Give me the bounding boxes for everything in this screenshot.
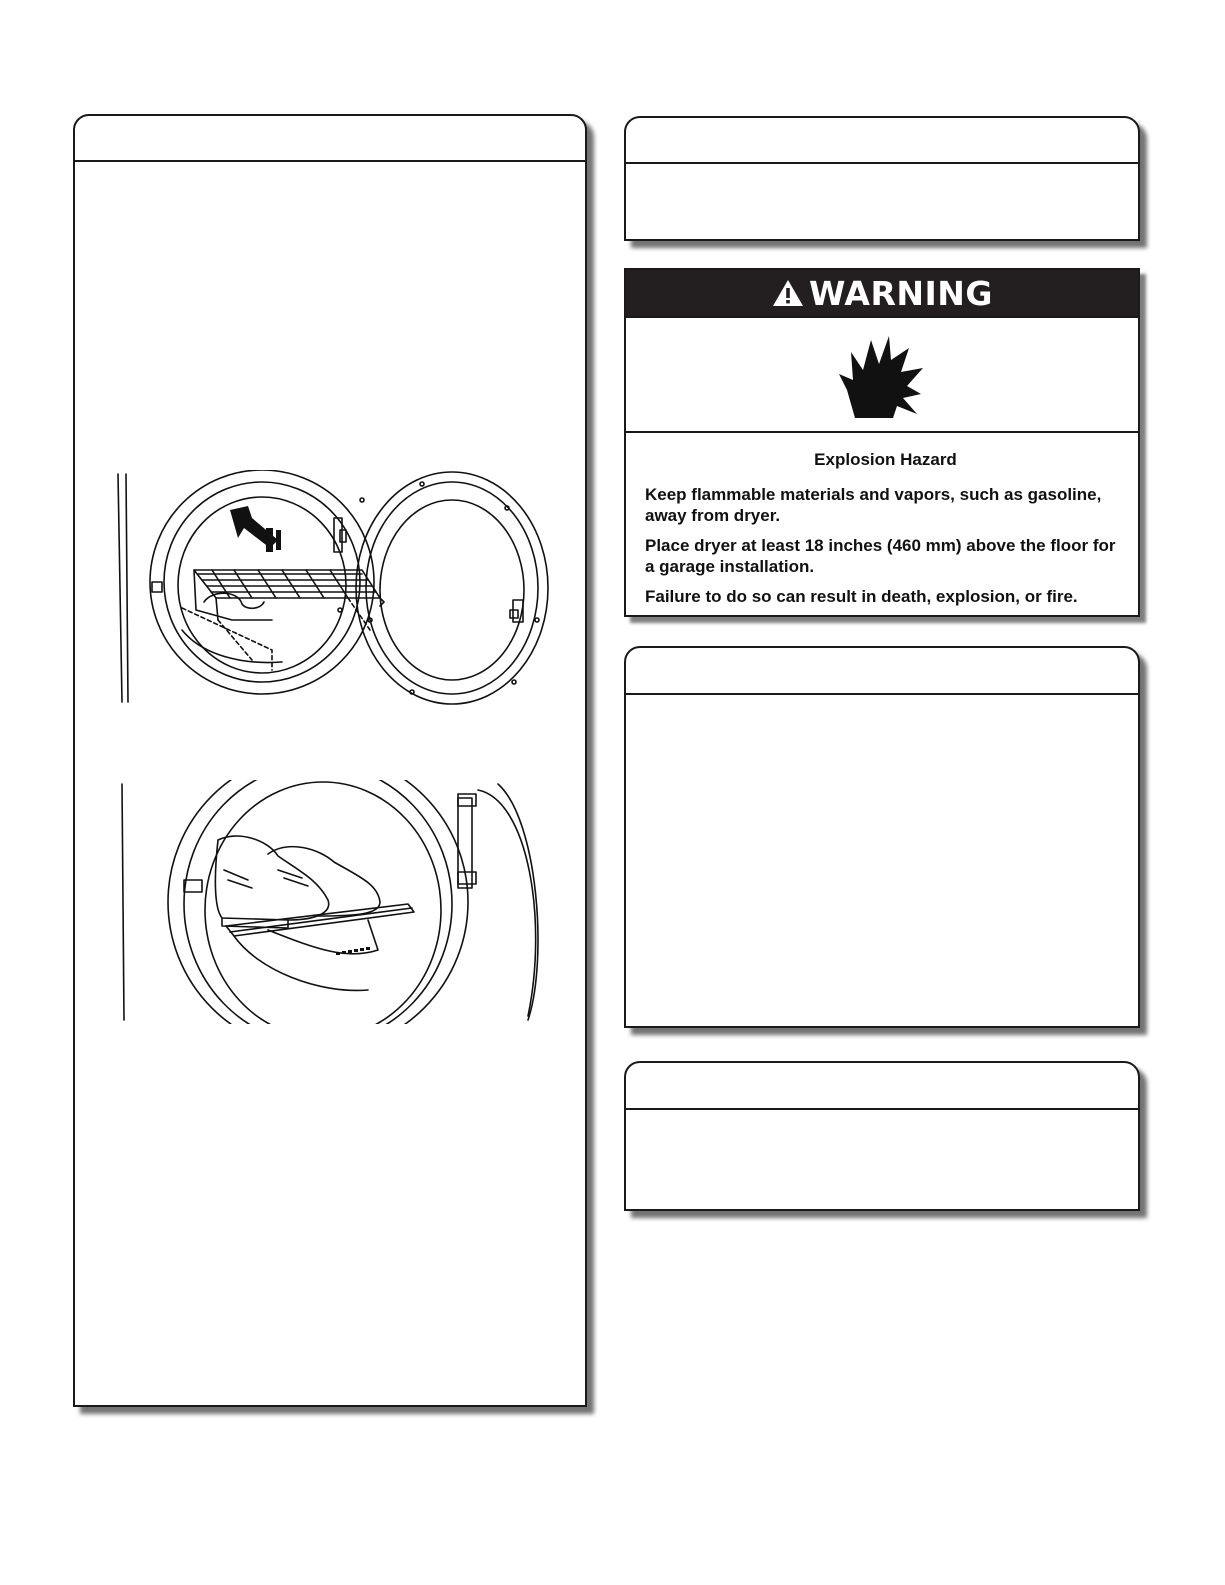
- warning-banner-label: WARNING: [809, 273, 993, 313]
- warning-text: [645, 450, 1126, 616]
- right-section-header-2: [626, 648, 1138, 695]
- left-section-header: [75, 116, 585, 162]
- warning-line: Place dryer at least 18 inches (460 mm) above the floor for a garage installation.: [645, 536, 1116, 576]
- warning-triangle-icon: [771, 278, 805, 308]
- hazard-symbol-area: [626, 318, 1138, 433]
- explosion-icon: [837, 330, 927, 420]
- right-section-box-1: [624, 116, 1140, 241]
- right-section-header-3: [626, 1063, 1138, 1110]
- warning-line: Failure to do so can result in death, explosion, or fire.: [645, 587, 1078, 606]
- hazard-title: Explosion Hazard: [814, 450, 957, 469]
- right-section-box-3: [624, 1061, 1140, 1211]
- warning-line: Keep flammable materials and vapors, such as gasoline, away from dryer.: [645, 485, 1102, 525]
- dryer-rack-insertion-illustration: [112, 470, 552, 708]
- right-section-header-1: [626, 118, 1138, 164]
- warning-panel: [624, 268, 1140, 617]
- right-section-box-2: [624, 646, 1140, 1028]
- dryer-rack-with-shoes-illustration: [118, 780, 548, 1024]
- warning-banner: [626, 270, 1138, 318]
- left-section-box: [73, 114, 587, 1407]
